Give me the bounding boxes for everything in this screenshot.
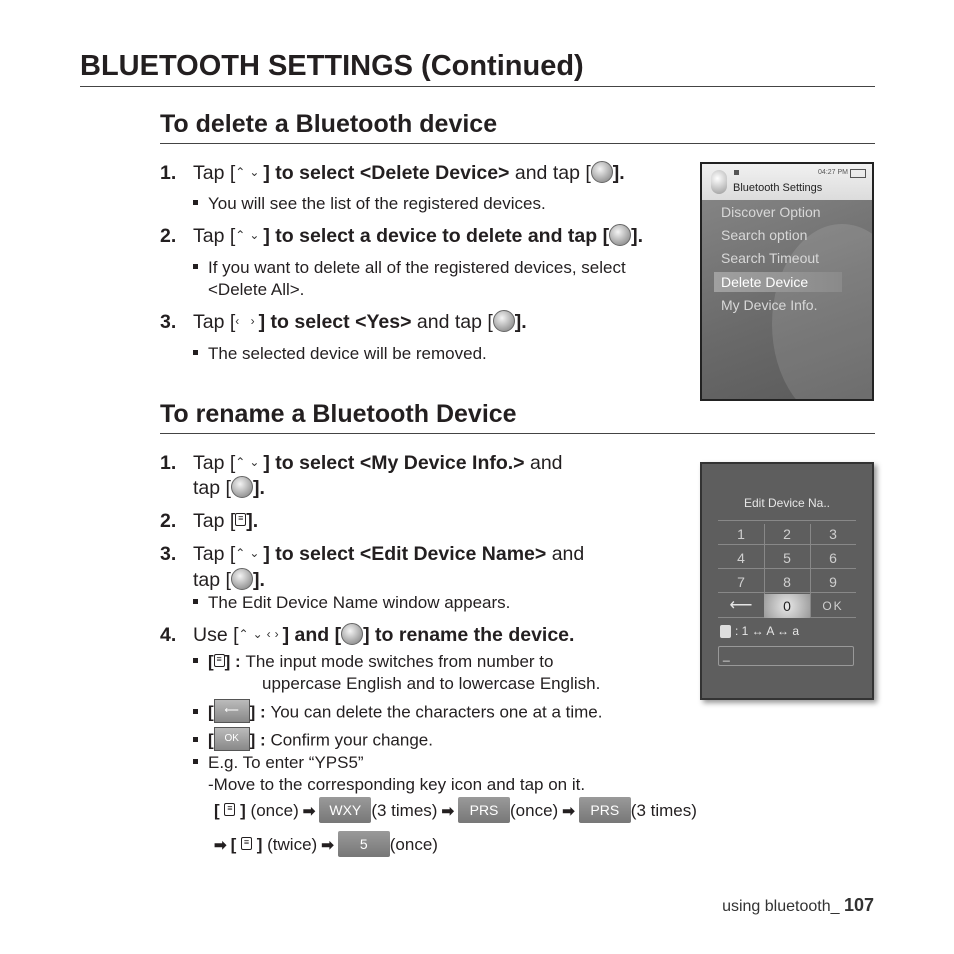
delete-bullet-2-cont: <Delete All>. [208,280,305,299]
delete-step-3: 3. Tap [‹ ›] to select <Yes> and tap [ ]. [160,311,527,333]
clock: 04:27 PM [818,169,848,176]
page-title: BLUETOOTH SETTINGS (Continued) [80,50,584,82]
key-2[interactable]: 2 [783,526,791,542]
five-key-icon: 5 [338,831,390,857]
four-way-icon: ⌃⌄‹› [238,626,283,641]
menu-icon [720,625,731,638]
menu-item-discover-option[interactable]: Discover Option [721,204,821,220]
example-sequence-line-1: [ ≡ ] (once) ➡ WXY (3 times) ➡ PRS (once) ➡ PRS (3 times) [214,797,697,826]
arrow-right-icon: ➡ [441,803,455,820]
rename-bullet-backspace: [ ⟵ ] : You can delete the characters one at a time. [193,701,602,725]
rename-bullet-3: The Edit Device Name window appears. [193,592,510,614]
rename-rule [160,433,875,434]
backspace-key[interactable]: ⟵ [729,597,753,614]
edit-screen-title: Edit Device Na.. [743,496,831,510]
delete-bullet-1: You will see the list of the registered devices. [193,193,546,215]
key-1[interactable]: 1 [737,526,745,542]
left-right-icon: ‹ › [235,313,259,328]
key-9[interactable]: 9 [829,574,837,590]
select-button-icon [231,476,253,498]
wxy-key-icon: WXY [319,797,371,823]
menu-item-delete-device[interactable]: Delete Device [721,274,809,290]
up-down-icon: ⌃⌄ [235,227,264,242]
rename-example-instruction: -Move to the corresponding key icon and tap on it. [208,775,586,794]
delete-bullet-3: The selected device will be removed. [193,343,487,365]
delete-rule [160,143,875,144]
rename-step-3: 3. Tap [⌃⌄] to select <Edit Device Name> and [160,543,585,565]
select-button-icon [231,568,253,590]
menu-icon: ≡ [224,803,235,816]
ok-key[interactable]: OK [822,599,844,613]
battery-icon [850,169,866,178]
key-7[interactable]: 7 [737,574,745,590]
rename-heading: To rename a Bluetooth Device [160,400,517,428]
device-name-input[interactable]: _ [718,646,854,666]
key-4[interactable]: 4 [737,550,745,566]
key-5[interactable]: 5 [783,550,791,566]
menu-item-my-device-info[interactable]: My Device Info. [721,297,818,313]
select-button-icon [341,623,363,645]
arrow-right-icon: ➡ [321,837,334,854]
rename-step-3-cont: tap [ ]. [193,569,265,591]
up-down-icon: ⌃⌄ [235,545,264,560]
rename-step-1: 1. Tap [⌃⌄] to select <My Device Info.> and [160,452,563,474]
up-down-icon: ⌃⌄ [235,454,264,469]
arrow-right-icon: ➡ [302,803,316,820]
menu-item-search-option[interactable]: Search option [721,227,808,243]
delete-bullet-2: If you want to delete all of the registered devices, select [193,257,626,279]
key-8[interactable]: 8 [783,574,791,590]
rename-step-4: 4. Use [⌃⌄‹›] and [ ] to rename the device. [160,624,575,646]
select-button-icon [609,224,631,246]
arrow-right-icon: ➡ [562,803,575,820]
screen-header [702,164,872,200]
rename-bullet-mode: [ ≡ ] : The input mode switches from number to [193,651,553,673]
rename-bullet-mode-cont: uppercase English and to lowercase English. [262,674,601,693]
menu-icon: ≡ [241,837,252,850]
select-button-icon [591,161,613,183]
rename-step-1-cont: tap [ ]. [193,477,265,499]
key-3[interactable]: 3 [829,526,837,542]
bluetooth-icon [711,170,727,194]
backspace-key-icon: ⟵ [214,699,250,723]
example-sequence-line-2: ➡ [ ≡ ] (twice) ➡ 5 (once) [214,831,438,860]
delete-step-2: 2. Tap [⌃⌄] to select a device to delete and tap [ ]. [160,225,643,247]
bluetooth-settings-screen [700,162,874,401]
arrow-right-icon: ➡ [214,837,227,854]
ok-key-icon: OK [214,727,250,751]
page-footer: using bluetooth_ 107 [722,895,874,915]
delete-heading: To delete a Bluetooth device [160,110,498,138]
prs-key-icon: PRS [458,797,510,823]
delete-step-1: 1. Tap [⌃⌄] to select <Delete Device> and tap [ ]. [160,162,625,184]
select-button-icon [493,310,515,332]
menu-item-search-timeout[interactable]: Search Timeout [721,250,820,266]
prs-key-icon: PRS [579,797,631,823]
screen-title: Bluetooth Settings [733,182,823,194]
key-6[interactable]: 6 [829,550,837,566]
status-icon [734,170,739,175]
edit-device-name-screen [700,462,874,700]
input-mode-indicator: : 1 ↔ A ↔ a [735,624,800,638]
rename-bullet-ok: [ OK ] : Confirm your change. [193,729,433,753]
rename-bullet-example: E.g. To enter “YPS5” [193,752,364,774]
key-0[interactable]: 0 [764,594,810,618]
menu-icon: ≡ [214,654,225,667]
menu-icon: ≡ [235,513,246,526]
rename-step-2: 2. Tap [ ≡ ]. [160,510,259,532]
up-down-icon: ⌃⌄ [235,164,264,179]
title-rule [80,86,875,87]
